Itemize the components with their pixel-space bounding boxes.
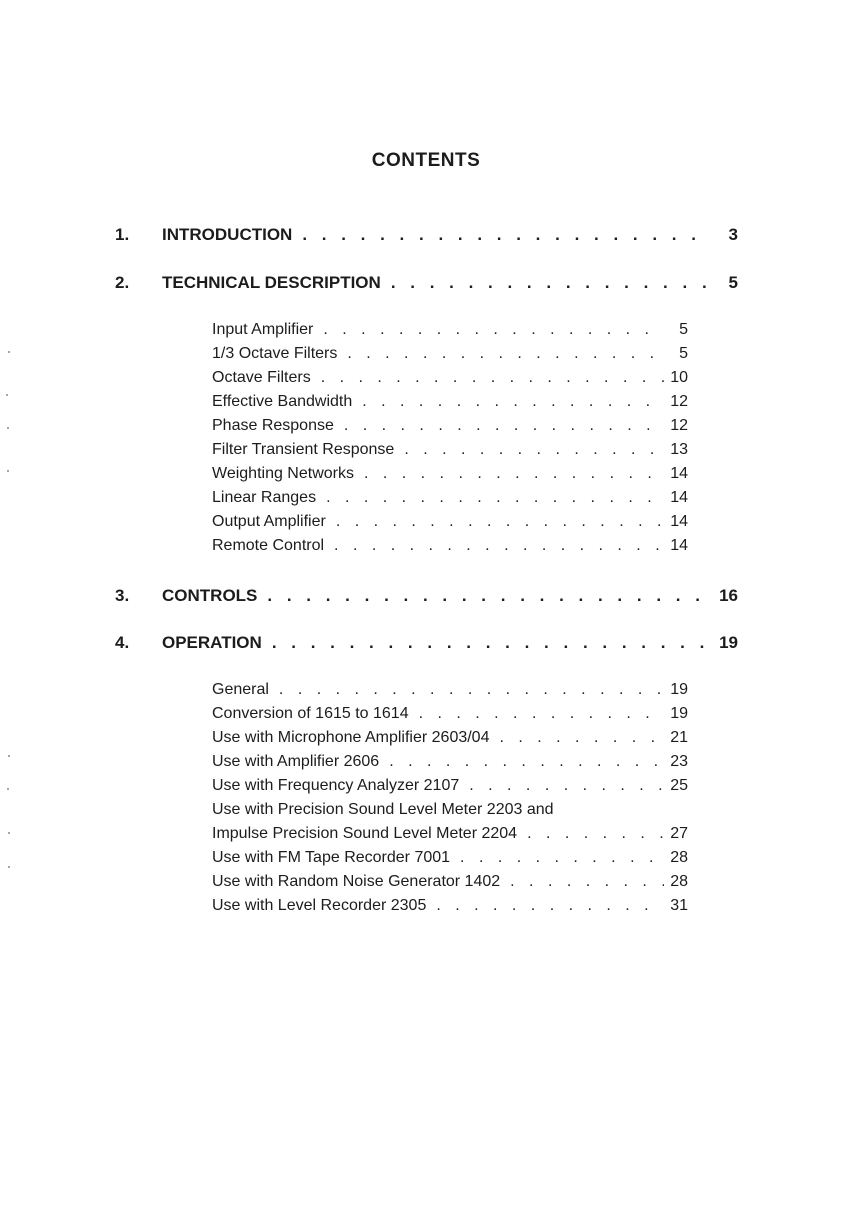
page-number: 5	[679, 345, 688, 362]
toc-entry	[212, 681, 688, 703]
dot-leader	[426, 897, 664, 915]
page-number: 3	[728, 225, 738, 244]
dot-leader	[352, 393, 664, 411]
toc-entry	[212, 393, 688, 415]
entry-label: General	[212, 681, 269, 698]
toc-section-operation	[115, 633, 738, 655]
toc-entry	[212, 777, 688, 799]
dot-leader	[459, 777, 664, 795]
scan-speck	[7, 788, 9, 790]
toc-section-controls	[115, 586, 738, 608]
entry-label: Use with Level Recorder 2305	[212, 897, 427, 914]
toc-entry	[212, 537, 688, 559]
page-number: 12	[670, 393, 688, 410]
toc-entry	[212, 417, 688, 439]
page-number: 14	[670, 513, 688, 530]
toc-entry	[212, 345, 688, 367]
page-number: 19	[670, 705, 688, 722]
page-number: 14	[670, 537, 688, 554]
entry-label: Output Amplifier	[212, 513, 326, 530]
entry-label: Remote Control	[212, 537, 325, 554]
entry-label: Use with Random Noise Generator 1402	[212, 873, 501, 890]
entry-label: Use with Precision Sound Level Meter 2203 and	[212, 801, 554, 818]
page-number: 19	[670, 681, 688, 698]
toc-entry	[212, 369, 688, 391]
dot-leader	[381, 273, 710, 293]
dot-leader	[337, 345, 664, 363]
toc-section-introduction	[115, 225, 738, 247]
section-number: 2.	[115, 273, 130, 292]
dot-leader	[500, 873, 664, 891]
toc-entry	[212, 897, 688, 919]
dot-leader	[313, 321, 664, 339]
dot-leader	[269, 681, 664, 699]
section-number: 1.	[115, 225, 130, 244]
toc-entry	[212, 513, 688, 535]
entry-label: Octave Filters	[212, 369, 311, 386]
dot-leader	[450, 849, 664, 867]
scan-speck	[8, 755, 10, 757]
entry-label: Use with FM Tape Recorder 7001	[212, 849, 451, 866]
dot-leader	[316, 489, 664, 507]
page-number: 10	[670, 369, 688, 386]
entry-label: Linear Ranges	[212, 489, 317, 506]
page-number: 5	[728, 273, 738, 292]
dot-leader	[379, 753, 664, 771]
toc-entry	[212, 441, 688, 463]
scan-speck	[6, 394, 8, 396]
entry-label: Phase Response	[212, 417, 334, 434]
page-number: 28	[670, 873, 688, 890]
entry-label: Use with Frequency Analyzer 2107	[212, 777, 460, 794]
scan-speck	[8, 866, 10, 868]
entry-label: Effective Bandwidth	[212, 393, 353, 410]
dot-leader	[489, 729, 664, 747]
dot-leader	[292, 225, 710, 245]
dot-leader	[311, 369, 664, 387]
dot-leader	[354, 465, 664, 483]
section-label: OPERATION	[162, 633, 262, 652]
entry-label: 1/3 Octave Filters	[212, 345, 338, 362]
dot-leader	[409, 705, 664, 723]
toc-entry	[212, 825, 688, 847]
section-number: 3.	[115, 586, 130, 605]
entry-label: Filter Transient Response	[212, 441, 395, 458]
dot-leader	[517, 825, 664, 843]
toc-entry	[212, 873, 688, 895]
dot-leader	[324, 537, 664, 555]
page-number: 28	[670, 849, 688, 866]
page-number: 23	[670, 753, 688, 770]
page-number: 25	[670, 777, 688, 794]
page-number: 31	[670, 897, 688, 914]
toc-entry	[212, 705, 688, 727]
entry-label: Impulse Precision Sound Level Meter 2204	[212, 825, 518, 842]
page-number: 12	[670, 417, 688, 434]
section-label: CONTROLS	[162, 586, 258, 605]
page-number: 14	[670, 489, 688, 506]
dot-leader	[326, 513, 664, 531]
toc-entry	[212, 753, 688, 775]
page-number: 14	[670, 465, 688, 482]
toc-entry	[212, 489, 688, 511]
toc-section-technical-description	[115, 273, 738, 295]
page-number: 19	[719, 633, 738, 652]
page-number: 27	[670, 825, 688, 842]
entry-label: Use with Amplifier 2606	[212, 753, 380, 770]
page-number: 5	[679, 321, 688, 338]
dot-leader	[262, 633, 710, 653]
entry-label: Use with Microphone Amplifier 2603/04	[212, 729, 490, 746]
page-number: 13	[670, 441, 688, 458]
dot-leader	[334, 417, 664, 435]
section-label: INTRODUCTION	[162, 225, 293, 244]
entry-label: Conversion of 1615 to 1614	[212, 705, 409, 722]
page-title: CONTENTS	[371, 150, 481, 171]
dot-leader	[394, 441, 664, 459]
toc-entry	[212, 465, 688, 487]
toc-entry	[212, 729, 688, 751]
section-number: 4.	[115, 633, 130, 652]
entry-label: Weighting Networks	[212, 465, 354, 482]
scan-speck	[7, 470, 9, 472]
scan-speck	[8, 832, 10, 834]
page-number: 21	[670, 729, 688, 746]
toc-entry	[212, 849, 688, 871]
section-label: TECHNICAL DESCRIPTION	[162, 273, 381, 292]
toc-entry-continued	[212, 801, 688, 823]
scan-speck	[7, 427, 9, 429]
entry-label: Input Amplifier	[212, 321, 314, 338]
toc-entry	[212, 321, 688, 343]
dot-leader	[257, 586, 710, 606]
page-number: 16	[719, 586, 738, 605]
scan-speck	[8, 351, 10, 353]
